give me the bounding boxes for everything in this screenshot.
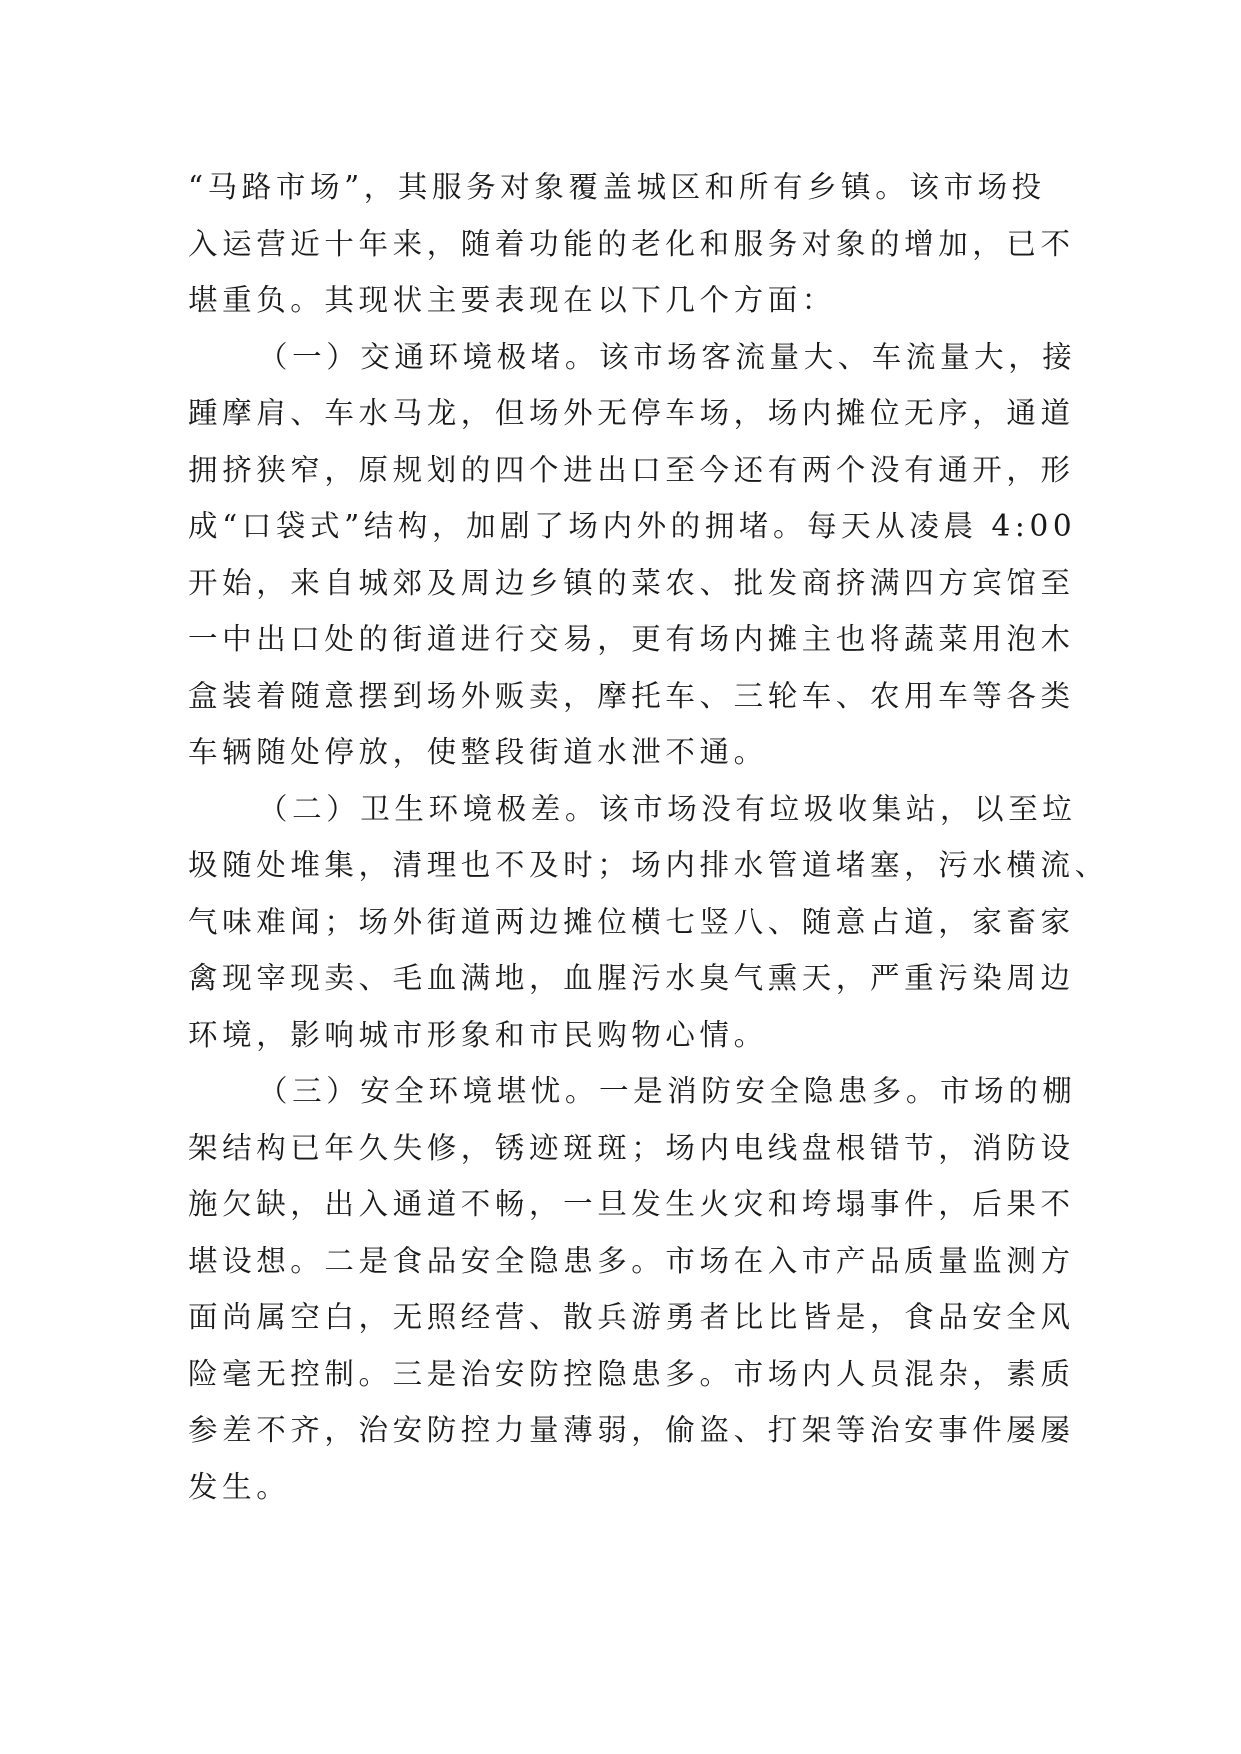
text-line: 禽现宰现卖、毛血满地，血腥污水臭气熏天，严重污染周边	[188, 961, 1075, 995]
text-line: 环境，影响城市形象和市民购物心情。	[188, 1017, 768, 1052]
text-line: 气味难闻；场外街道两边摊位横七竖八、随意占道，家畜家	[188, 904, 1075, 939]
text-line: 入运营近十年来，随着功能的老化和服务对象的增加，已不	[188, 226, 1075, 261]
text-line: 堪设想。二是食品安全隐患多。市场在入市产品质量监测方	[188, 1243, 1075, 1278]
text-line: 险毫无控制。三是治安防控隐患多。市场内人员混杂，素质	[188, 1356, 1075, 1391]
text-line: 发生。	[188, 1469, 291, 1504]
text-line: 堪重负。其现状主要表现在以下几个方面：	[188, 283, 836, 317]
body-text	[188, 159, 1109, 1515]
text-line: 成“口袋式”结构，加剧了场内外的拥堵。每天从凌晨 4:00	[188, 509, 1077, 543]
text-line: “马路市场”，其服务对象覆盖城区和所有乡镇。该市场投	[188, 170, 1046, 204]
text-line: 面尚属空白，无照经营、散兵游勇者比比皆是，食品安全风	[188, 1300, 1075, 1334]
text-line: 拥挤狭窄，原规划的四个进出口至今还有两个没有通开，形	[188, 452, 1075, 487]
text-line: 一中出口处的街道进行交易，更有场内摊主也将蔬菜用泡木	[188, 622, 1075, 656]
text-line: 车辆随处停放，使整段街道水泄不通。	[188, 735, 768, 769]
section-heading-line: （三）安全环境堪忧。一是消防安全隐患多。市场的棚	[258, 1074, 1077, 1108]
text-line: 盒装着随意摆到场外贩卖，摩托车、三轮车、农用车等各类	[188, 678, 1075, 713]
section-heading-line: （一）交通环境极堵。该市场客流量大、车流量大，接	[258, 339, 1077, 374]
section-heading-line: （二）卫生环境极差。该市场没有垃圾收集站，以至垃	[258, 791, 1077, 826]
text-line: 架结构已年久失修，锈迹斑斑；场内电线盘根错节，消防设	[188, 1130, 1075, 1165]
text-line: 施欠缺，出入通道不畅，一旦发生火灾和垮塌事件，后果不	[188, 1187, 1075, 1221]
text-line: 参差不齐，治安防控力量薄弱，偷盗、打架等治安事件屡屡	[188, 1413, 1075, 1447]
text-line: 踵摩肩、车水马龙，但场外无停车场，场内摊位无序，通道	[188, 396, 1075, 430]
text-line: 开始，来自城郊及周边乡镇的菜农、批发商挤满四方宾馆至	[188, 565, 1075, 600]
text-line: 圾随处堆集，清理也不及时；场内排水管道堵塞，污水横流、	[188, 848, 1109, 882]
